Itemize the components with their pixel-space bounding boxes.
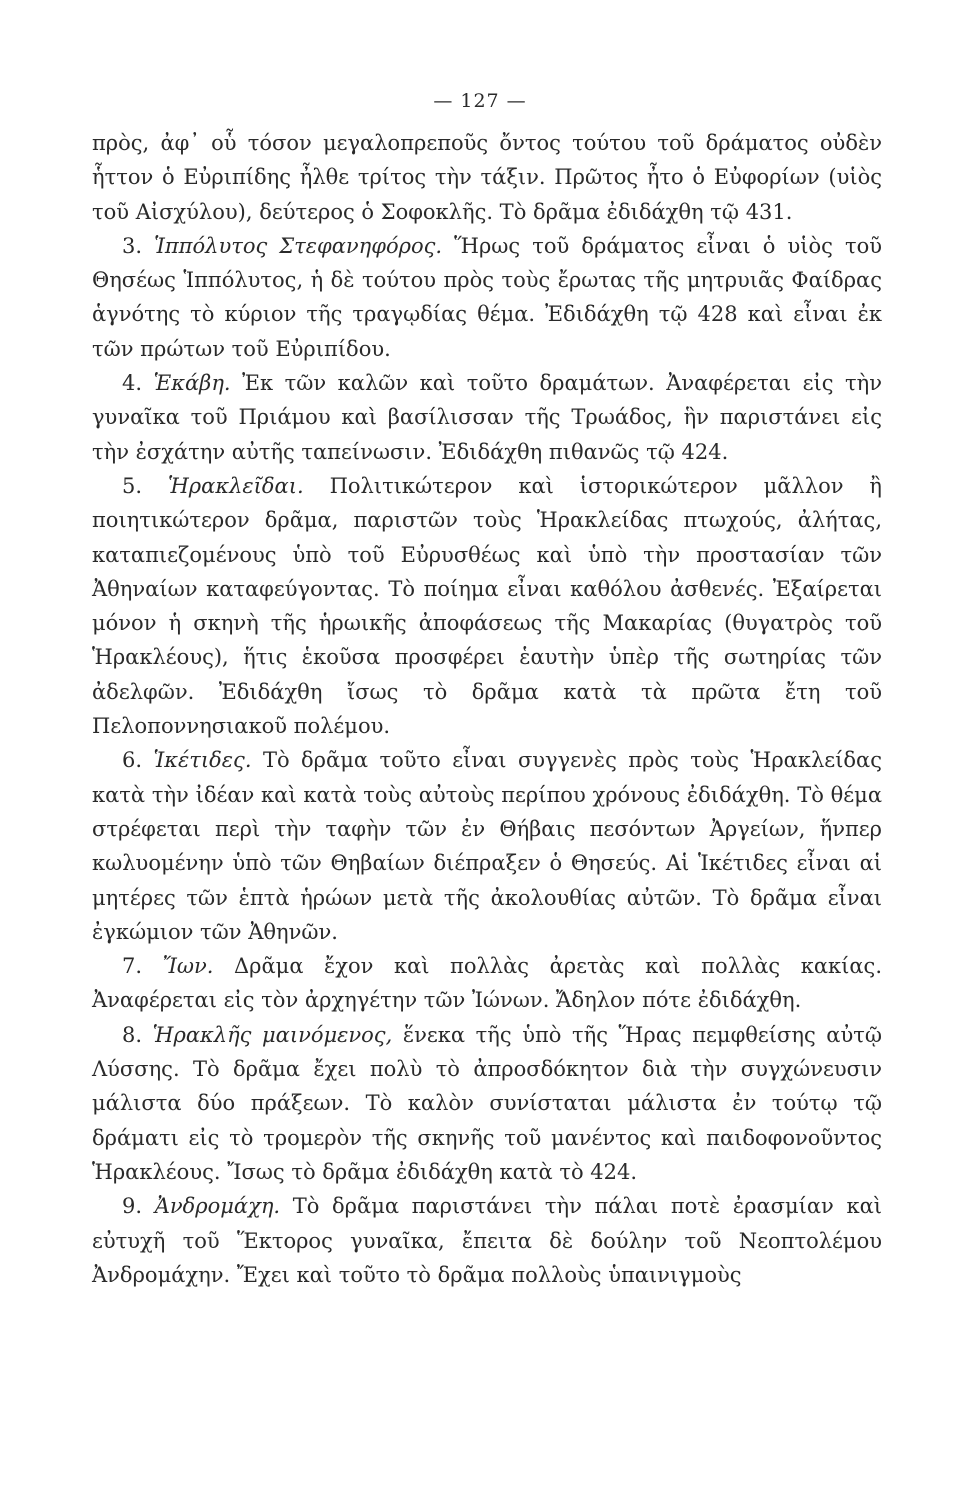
paragraph-entry-9 (92, 1189, 882, 1292)
paragraph-entry-5 (92, 469, 882, 743)
paragraph-entry-3 (92, 229, 882, 366)
paragraph-entry-4 (92, 366, 882, 469)
paragraph-continuation (92, 126, 882, 229)
paragraph-text: πρὸς, ἀφ᾽ οὗ τόσον μεγαλοπρεποῦς ὄντος τούτου τοῦ δράματος οὐδὲν ἧττον ὁ Εὐριπίδης ἦλθε τρίτος τὴν τάξιν. Πρῶτος ἦτο ὁ Εὐφορίων (υἱὸς τοῦ Αἰσχύλου), δεύτερος ὁ Σοφοκλῆς. Τὸ δρᾶμα ἐδιδάχθη τῷ 431. (92, 131, 882, 224)
entry-title: Ἴων. (162, 954, 214, 979)
paragraph-text: Τὸ δρᾶμα παριστάνει τὴν πάλαι ποτὲ ἐρασμίαν καὶ εὐτυχῆ τοῦ Ἕκτορος γυναῖκα, ἔπειτα δὲ δούλην τοῦ Νεοπτολέμου Ἀνδρομάχην. Ἔχει καὶ τοῦτο τὸ δρᾶμα πολλοὺς ὑπαινιγμοὺς (92, 1194, 882, 1287)
body-text (92, 126, 882, 1292)
entry-number: 7. (122, 954, 143, 979)
entry-number: 5. (122, 473, 143, 498)
entry-number: 3. (122, 233, 143, 258)
entry-number: 6. (122, 748, 143, 773)
entry-title: Ἀνδρομάχη. (154, 1194, 281, 1219)
entry-title: Ἑκάβη. (153, 371, 231, 396)
entry-number: 9. (122, 1194, 143, 1219)
paragraph-entry-8 (92, 1018, 882, 1189)
paragraph-text: Ἐκ τῶν καλῶν καὶ τοῦτο δραμάτων. Ἀναφέρεται εἰς τὴν γυναῖκα τοῦ Πριάμου καὶ βασίλισσαν τῆς Τρωάδος, ἣν παριστάνει εἰς τὴν ἐσχάτην αὐτῆς ταπείνωσιν. Ἐδιδάχθη πιθανῶς τῷ 424. (92, 371, 882, 464)
paragraph-text: Τὸ δρᾶμα τοῦτο εἶναι συγγενὲς πρὸς τοὺς Ἡρακλείδας κατὰ τὴν ἰδέαν καὶ κατὰ τοὺς αὐτοὺς περίπου χρόνους ἐδιδάχθη. Τὸ θέμα στρέφεται περὶ τὴν ταφὴν τῶν ἐν Θήβαις πεσόντων Ἀργείων, ἥνπερ κωλυομένην ὑπὸ τῶν Θηβαίων διέπραξεν ὁ Θησεύς. Αἱ Ἱκέτιδες εἶναι αἱ μητέρες τῶν ἑπτὰ ἡρώων μετὰ τῆς ἀκολουθίας αὐτῶν. Τὸ δρᾶμα εἶναι ἐγκώμιον τῶν Ἀθηνῶν. (92, 748, 882, 944)
entry-title: Ἡρακλεῖδαι. (167, 473, 304, 498)
entry-title: Ἱππόλυτος Στεφανηφόρος. (154, 233, 443, 258)
page-number: — 127 — (433, 90, 527, 112)
paragraph-text: Ἥρως τοῦ δράματος εἶναι ὁ υἱὸς τοῦ Θησέως Ἱππόλυτος, ἡ δὲ τούτου πρὸς τοὺς ἔρωτας τῆς μητρυιᾶς Φαίδρας ἁγνότης τὸ κύριον τῆς τραγῳδίας θέμα. Ἐδιδάχθη τῷ 428 καὶ εἶναι ἐκ τῶν πρώτων τοῦ Εὐριπίδου. (92, 233, 882, 361)
paragraph-entry-6 (92, 743, 882, 949)
entry-title: Ἱκέτιδες. (153, 748, 252, 773)
paragraph-entry-7 (92, 949, 882, 1018)
paragraph-text: Δρᾶμα ἔχον καὶ πολλὰς ἀρετὰς καὶ πολλὰς κακίας. Ἀναφέρεται εἰς τὸν ἀρχηγέτην τῶν Ἰώνων. Ἄδηλον πότε ἐδιδάχθη. (92, 954, 882, 1013)
paragraph-text: Πολιτικώτερον καὶ ἱστορικώτερον μᾶλλον ἢ ποιητικώτερον δρᾶμα, παριστῶν τοὺς Ἡρακλείδας πτωχούς, ἀλήτας, καταπιεζομένους ὑπὸ τοῦ Εὐρυσθέως καὶ ὑπὸ τὴν προστασίαν τῶν Ἀθηναίων καταφεύγοντας. Τὸ ποίημα εἶναι καθόλου ἀσθενές. Ἐξαίρεται μόνον ἡ σκηνὴ τῆς ἡρωικῆς ἀποφάσεως τῆς Μακαρίας (θυγατρὸς τοῦ Ἡρακλέους), ἥτις ἑκοῦσα προσφέρει ἑαυτὴν ὑπὲρ τῆς σωτηρίας τῶν ἀδελφῶν. Ἐδιδάχθη ἴσως τὸ δρᾶμα κατὰ τὰ πρῶτα ἔτη τοῦ Πελοποννησιακοῦ πολέμου. (92, 473, 882, 739)
entry-title: Ἡρακλῆς μαινόμενος, (152, 1022, 393, 1047)
entry-number: 4. (122, 371, 143, 396)
paragraph-text: ἕνεκα τῆς ὑπὸ τῆς Ἥρας πεμφθείσης αὐτῷ Λύσσης. Τὸ δρᾶμα ἔχει πολὺ τὸ ἀπροσδόκητον διὰ τὴν συγχώνευσιν μάλιστα δύο πράξεων. Τὸ καλὸν συνίσταται μάλιστα ἐν τούτῳ τῷ δράματι εἰς τὸ τρομερὸν τῆς σκηνῆς τοῦ μανέντος καὶ παιδοφονοῦντος Ἡρακλέους. Ἴσως τὸ δρᾶμα ἐδιδάχθη κατὰ τὸ 424. (92, 1022, 882, 1184)
entry-number: 8. (122, 1022, 143, 1047)
